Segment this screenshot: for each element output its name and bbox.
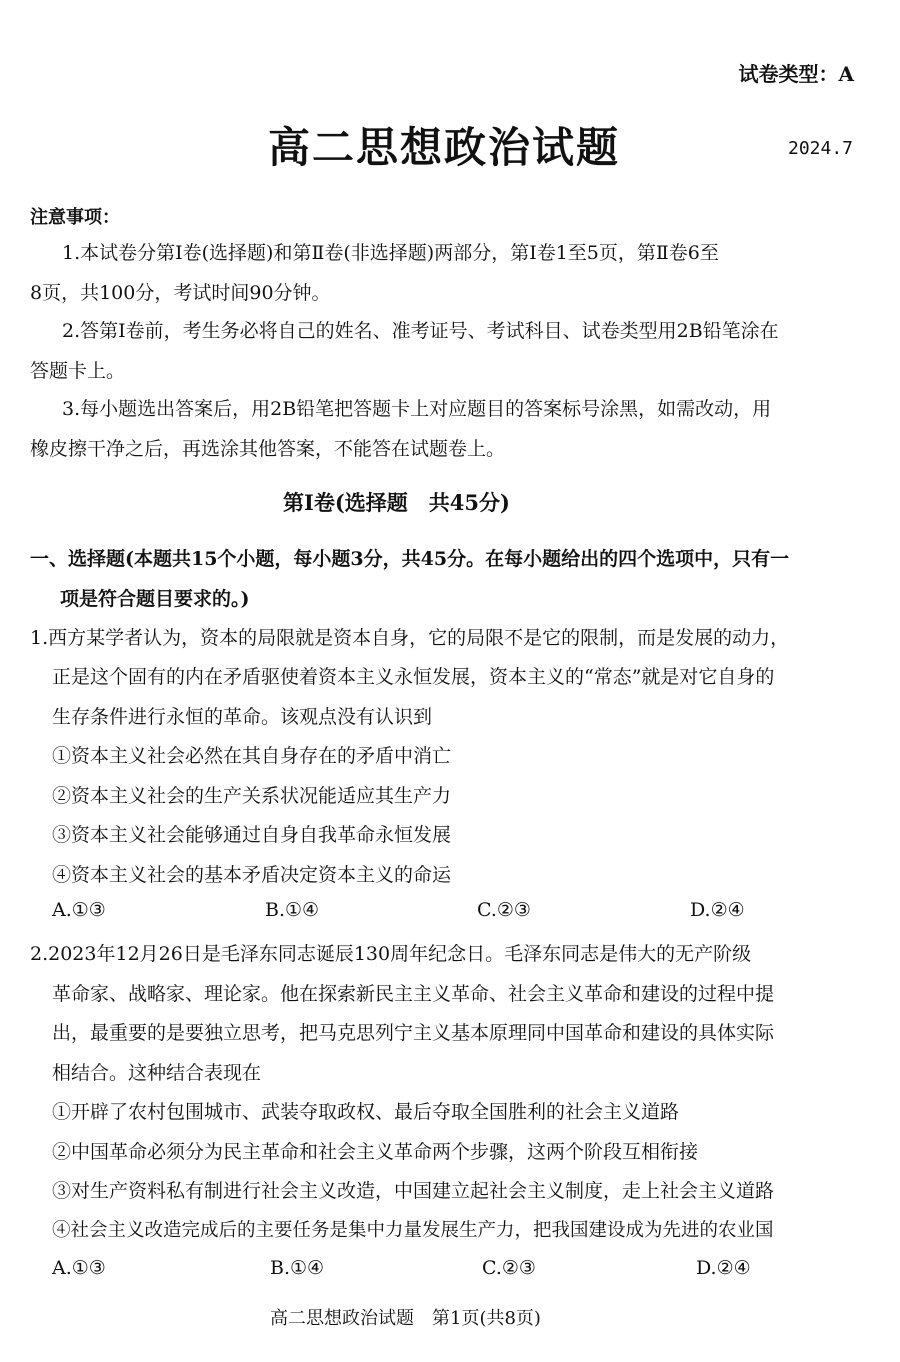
question-2-option-b[interactable]: B.①④ (270, 1257, 325, 1279)
section-title: 第Ⅰ卷(选择题 共45分) (283, 490, 510, 515)
notice-item-1-line1: 1.本试卷分第Ⅰ卷(选择题)和第Ⅱ卷(非选择题)两部分，第Ⅰ卷1至5页，第Ⅱ卷6至 (62, 242, 719, 264)
question-1-item: ②资本主义社会的生产关系状况能适应其生产力 (52, 785, 452, 807)
question-1-option-c[interactable]: C.②③ (477, 899, 531, 921)
question-2-stem-line1: 2.2023年12月26日是毛泽东同志诞辰130周年纪念日。毛泽东同志是伟大的无产阶级 (30, 943, 752, 965)
exam-date: 2024.7 (788, 138, 854, 159)
question-2-stem-line3: 出，最重要的是要独立思考，把马克思列宁主义基本原理同中国革命和建设的具体实际 (52, 1022, 775, 1044)
notice-item-2-line2: 答题卡上。 (30, 360, 126, 382)
question-2-item: ④社会主义改造完成后的主要任务是集中力量发展生产力，把我国建设成为先进的农业国 (52, 1220, 774, 1241)
section-instruction-line2: 项是符合题目要求的。) (60, 588, 250, 610)
notice-item-3-line1: 3.每小题选出答案后，用2B铅笔把答题卡上对应题目的答案标号涂黑，如需改动，用 (62, 398, 772, 420)
question-2-item: ①开辟了农村包围城市、武装夺取政权、最后夺取全国胜利的社会主义道路 (52, 1101, 680, 1123)
question-1-item: ①资本主义社会必然在其自身存在的矛盾中消亡 (52, 745, 452, 767)
question-2-stem-line4: 相结合。这种结合表现在 (52, 1062, 262, 1084)
notice-item-3-line2: 橡皮擦干净之后，再选涂其他答案，不能答在试题卷上。 (30, 438, 506, 460)
question-2-stem-line2: 革命家、战略家、理论家。他在探索新民主主义革命、社会主义革命和建设的过程中提 (52, 983, 775, 1005)
question-1-stem-line3: 生存条件进行永恒的革命。该观点没有认识到 (52, 706, 433, 728)
question-1-option-d[interactable]: D.②④ (690, 899, 745, 921)
question-1-option-b[interactable]: B.①④ (265, 899, 320, 921)
section-instruction-line1: 一、选择题(本题共15个小题，每小题3分，共45分。在每小题给出的四个选项中，只有一 (30, 548, 790, 570)
question-2-option-a[interactable]: A.①③ (52, 1257, 106, 1279)
notice-heading: 注意事项： (30, 207, 120, 228)
page-footer: 高二思想政治试题 第1页(共8页) (270, 1308, 541, 1329)
paper-type-label: 试卷类型：A (738, 62, 854, 86)
question-2-item: ②中国革命必须分为民主革命和社会主义革命两个步骤，这两个阶段互相衔接 (52, 1141, 699, 1163)
question-2-option-c[interactable]: C.②③ (482, 1257, 536, 1279)
question-2-option-d[interactable]: D.②④ (696, 1257, 751, 1279)
question-2-item: ③对生产资料私有制进行社会主义改造，中国建立起社会主义制度，走上社会主义道路 (52, 1180, 775, 1202)
page-title: 高二思想政治试题 (268, 123, 621, 172)
question-1-option-a[interactable]: A.①③ (52, 899, 106, 921)
notice-item-2-line1: 2.答第Ⅰ卷前，考生务必将自己的姓名、准考证号、考试科目、试卷类型用2B铅笔涂在 (62, 320, 779, 342)
question-1-item: ③资本主义社会能够通过自身自我革命永恒发展 (52, 824, 452, 846)
notice-item-1-line2: 8页，共100分，考试时间90分钟。 (30, 282, 331, 304)
question-1-item: ④资本主义社会的基本矛盾决定资本主义的命运 (52, 864, 452, 886)
question-1-stem-line1: 1.西方某学者认为，资本的局限就是资本自身，它的局限不是它的限制，而是发展的动力， (30, 627, 790, 649)
question-1-stem-line2: 正是这个固有的内在矛盾驱使着资本主义永恒发展，资本主义的“常态”就是对它自身的 (52, 666, 775, 688)
